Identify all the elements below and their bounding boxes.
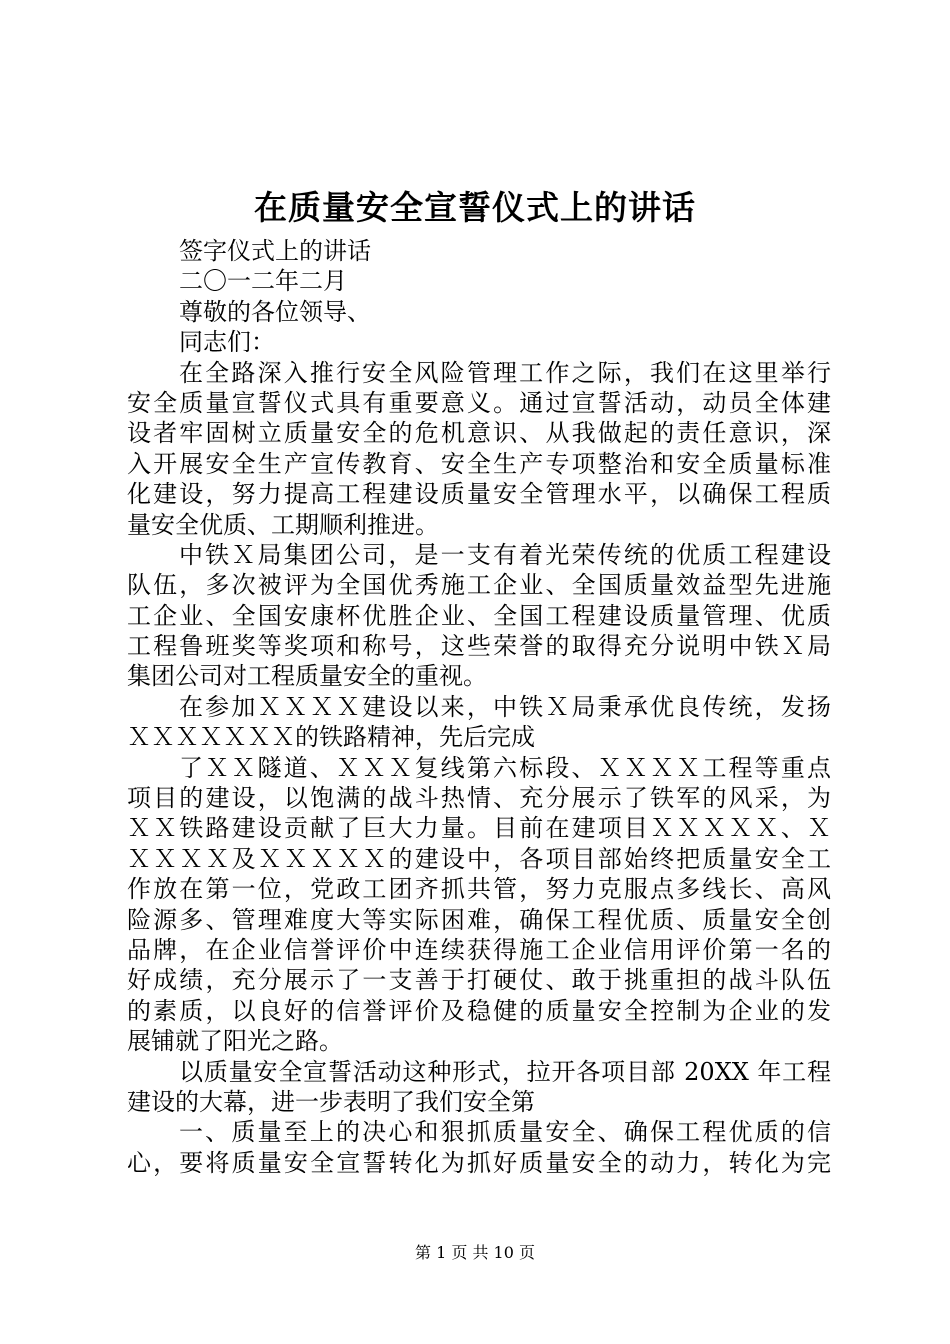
body-line: 作放在第一位，党政工团齐抓共管，努力克服点多线长、高风 xyxy=(127,875,831,904)
body-line: 好成绩，充分展示了一支善于打硬仗、敢于挑重担的战斗队伍 xyxy=(127,966,831,995)
body-line: 工企业、全国安康杯优胜企业、全国工程建设质量管理、优质 xyxy=(127,601,831,630)
body-line: 签字仪式上的讲话 xyxy=(179,237,371,265)
body-line: 设者牢固树立质量安全的危机意识、从我做起的责任意识，深 xyxy=(127,419,831,448)
body-line: 入开展安全生产宣传教育、安全生产专项整治和安全质量标准 xyxy=(127,449,831,478)
body-line: 险源多、管理难度大等实际困难，确保工程优质、质量安全创 xyxy=(127,905,831,934)
body-line: 同志们： xyxy=(179,328,275,357)
body-line: 安全质量宣誓仪式具有重要意义。通过宣誓活动，动员全体建 xyxy=(127,388,831,417)
body-line: 建设的大幕，进一步表明了我们安全第 xyxy=(127,1087,535,1116)
body-line: 项目的建设，以饱满的战斗热情、充分展示了铁军的风采，为 xyxy=(127,784,831,813)
body-line: 了ＸＸ隧道、ＸＸＸ复线第六标段、ＸＸＸＸ工程等重点 xyxy=(179,753,831,782)
body-line: 一、质量至上的决心和狠抓质量安全、确保工程优质的信 xyxy=(179,1118,831,1147)
body-line: 二〇一二年二月 xyxy=(179,267,347,296)
body-line: 化建设，努力提高工程建设质量安全管理水平，以确保工程质 xyxy=(127,480,831,509)
body-line: 以质量安全宣誓活动这种形式，拉开各项目部 20XX 年工程 xyxy=(179,1057,831,1086)
body-line: 队伍，多次被评为全国优秀施工企业、全国质量效益型先进施 xyxy=(127,571,831,600)
body-line: ＸＸ铁路建设贡献了巨大力量。目前在建项目ＸＸＸＸＸ、Ｘ xyxy=(127,814,831,843)
body-line: 心，要将质量安全宣誓转化为抓好质量安全的动力，转化为完 xyxy=(127,1148,831,1177)
document-title: 在质量安全宣誓仪式上的讲话 xyxy=(254,188,696,227)
body-line: 量安全优质、工期顺利推进。 xyxy=(127,510,439,539)
body-line: 集团公司对工程质量安全的重视。 xyxy=(127,662,487,691)
body-line: 在全路深入推行安全风险管理工作之际，我们在这里举行 xyxy=(179,358,831,387)
body-line: 的素质，以良好的信誉评价及稳健的质量安全控制为企业的发 xyxy=(127,996,831,1025)
body-line: 展铺就了阳光之路。 xyxy=(127,1027,343,1056)
body-line: ＸＸＸＸ及ＸＸＸＸＸ的建设中，各项目部始终把质量安全工 xyxy=(127,844,831,873)
body-line: 在参加ＸＸＸＸ建设以来，中铁Ｘ局秉承优良传统，发扬 xyxy=(179,692,831,721)
page-footer: 第 1 页 共 10 页 xyxy=(415,1243,535,1262)
body-line: ＸＸＸＸＸＸＸ的铁路精神，先后完成 xyxy=(127,723,535,752)
body-line: 尊敬的各位领导、 xyxy=(179,297,371,326)
body-line: 工程鲁班奖等奖项和称号，这些荣誉的取得充分说明中铁Ｘ局 xyxy=(127,632,831,661)
document-body xyxy=(127,236,831,1178)
body-line: 中铁Ｘ局集团公司，是一支有着光荣传统的优质工程建设 xyxy=(179,540,831,569)
body-line: 品牌，在企业信誉评价中连续获得施工企业信用评价第一名的 xyxy=(127,935,831,964)
